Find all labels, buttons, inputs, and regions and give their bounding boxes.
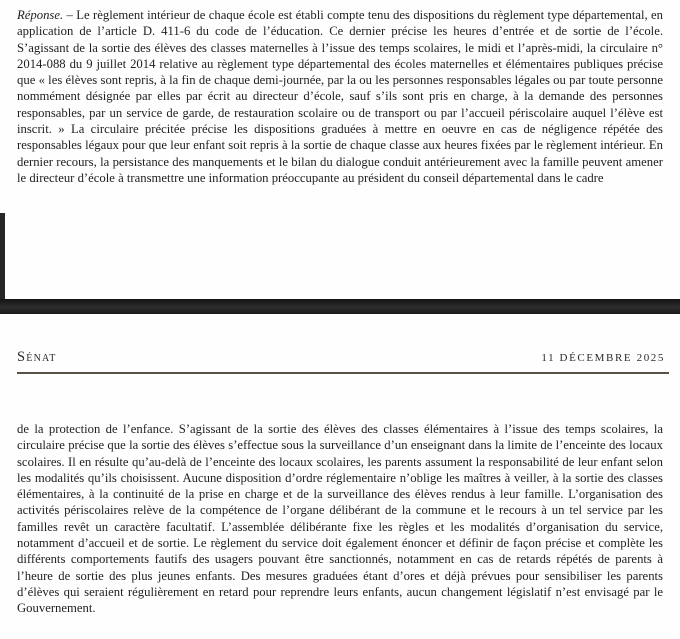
response-body-text: Le règlement intérieur de chaque école est établi compte tenu des dispositions du règlement type départemental, en application de l’article D. 411-6 du code de l’éducation. Ce dernier précise les heures d’entrée et de sortie de l’école. S’agissant de la sortie des élèves des classes maternelles à l’issue des temps scolaires, le midi et l’après-midi, la circulaire n° 2014-088 du 9 juillet 2014 relative au règlement type départemental des écoles maternelles et élémentaires publiques précise que « les élèves sont repris, à la fin de chaque demi-journée, par la ou les personnes responsables légales ou par toute personne nommément désignée par elles par écrit au directeur d’école, sauf s’ils sont pris en charge, à la demande des personnes responsables, par un service de garde, de restauration scolaire ou de transport ou par l’accueil périscolaire auquel l’élève est inscrit. » La circulaire précitée précise les dispositions graduées à mettre en oeuvre en cas de négligence répétée des responsables légaux pour que leur enfant soit repris à la sortie de chaque classe aux heures fixées par le règlement intérieur. En dernier recours, la persistance des manquements et le bilan du dialogue conduit antérieurement avec la famille peuvent amener le directeur d’école à transmettre une information préoccupante au président du conseil départemental dans le cadre: [17, 8, 664, 185]
response-dash: –: [66, 8, 73, 22]
scan-edge-artifact: [0, 213, 5, 313]
continuation-paragraph: de la protection de l’enfance. S’agissant de la sortie des élèves des classes élémentaires à l’issue des temps scolaires, la circulaire précise que la sortie des élèves s’effectue sous la surveillance d’un enseignant dans la limite de l’enceinte des locaux scolaires. Il en résulte qu’au-delà de l’enceinte des locaux scolaires, les parents assument la responsabilité de leur enfant selon les modalités qu’ils choisissent. Aucune disposition d’ordre réglementaire n’oblige les maîtres à veiller, à la sortie des classes élémentaires, à la continuité de la prise en charge et de la surveillance des élèves rendus à leur famille. L’organisation des activités périscolaires relève de la compétence de l’organe délibérant de la commune et le recours à un tel service par les familles revêt un caractère facultatif. L’assemblée délibérante fixe les règles et les modalités d’organisation du service, notamment d’accueil et de sortie. Le règlement du service doit également énoncer et définir de façon précise et complète les différents comportements fautifs des usagers pouvant être sanctionnés, notamment en cas de retards répétés de parents à l’heure de sortie des plus jeunes enfants. Des mesures graduées étant d’ores et déjà prévues pour sensibiliser les parents d’élèves qui seraient régulièrement en retard pour reprendre leurs enfants, aucun changement législatif n’est envisagé par le Gouvernement.: [17, 422, 663, 616]
journal-name: Sénat: [17, 349, 57, 365]
response-label: Réponse.: [17, 8, 64, 22]
header-rule: [17, 372, 669, 374]
response-paragraph: [17, 7, 663, 186]
page-header: [17, 349, 665, 366]
page-separator-band: [0, 299, 680, 314]
issue-date: 11 DÉCEMBRE 2025: [541, 352, 665, 364]
